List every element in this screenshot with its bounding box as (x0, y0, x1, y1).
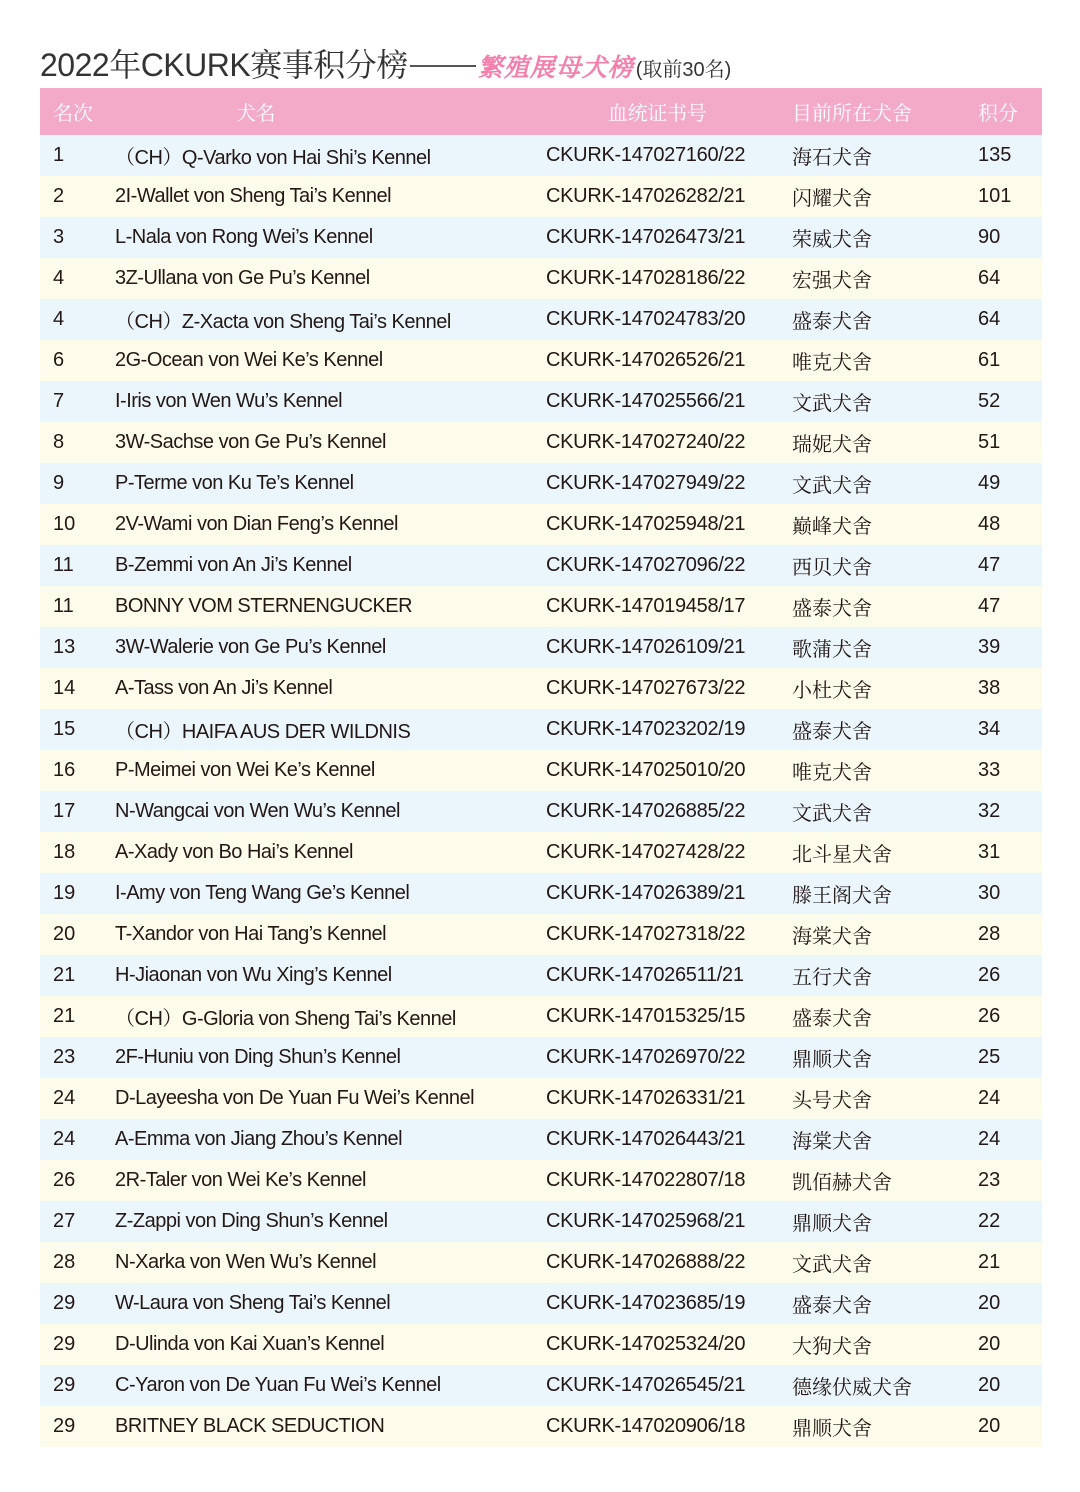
cell-pedigree-number: CKURK-147025324/20 (546, 1333, 746, 1355)
cell-rank: 13 (53, 636, 76, 658)
cell-points: 38 (978, 677, 1001, 699)
table-row (40, 586, 1042, 627)
cell-dog-name: A-Emma von Jiang Zhou’s Kennel (115, 1128, 403, 1150)
table-row (40, 463, 1042, 504)
cell-pedigree-number: CKURK-147023202/19 (546, 718, 746, 740)
table-row (40, 914, 1042, 955)
cell-points: 49 (978, 472, 1001, 494)
cell-kennel: 文武犬舍 (792, 393, 872, 415)
cell-points: 20 (978, 1415, 1001, 1437)
cell-rank: 29 (53, 1292, 76, 1314)
cell-rank: 4 (53, 267, 65, 289)
cell-kennel: 文武犬舍 (792, 803, 872, 825)
cell-pedigree-number: CKURK-147027160/22 (546, 144, 746, 166)
cell-rank: 29 (53, 1415, 76, 1437)
cell-rank: 20 (53, 923, 76, 945)
cell-dog-name: P-Terme von Ku Te’s Kennel (115, 472, 354, 494)
table-row (40, 873, 1042, 914)
cell-rank: 19 (53, 882, 76, 904)
cell-dog-name: 2V-Wami von Dian Feng’s Kennel (115, 513, 398, 535)
table-row (40, 1365, 1042, 1406)
cell-pedigree-number: CKURK-147026282/21 (546, 185, 746, 207)
cell-kennel: 海石犬舍 (792, 147, 872, 169)
cell-dog-name: 3W-Sachse von Ge Pu’s Kennel (115, 431, 386, 453)
cell-pedigree-number: CKURK-147026109/21 (546, 636, 746, 658)
cell-rank: 9 (53, 472, 65, 494)
cell-pedigree-number: CKURK-147026970/22 (546, 1046, 746, 1068)
cell-pedigree-number: CKURK-147015325/15 (546, 1005, 746, 1027)
cell-rank: 21 (53, 1005, 76, 1027)
cell-dog-name: BRITNEY BLACK SEDUCTION (115, 1415, 385, 1437)
cell-kennel: 歌蒲犬舍 (792, 639, 872, 661)
cell-points: 64 (978, 267, 1001, 289)
cell-rank: 11 (53, 595, 74, 617)
table-row (40, 135, 1042, 176)
column-header-dog-name: 犬名 (236, 103, 275, 125)
cell-points: 135 (978, 144, 1012, 166)
table-row (40, 627, 1042, 668)
table-row (40, 1201, 1042, 1242)
cell-rank: 4 (53, 308, 65, 330)
cell-dog-name: N-Wangcai von Wen Wu’s Kennel (115, 800, 400, 822)
cell-pedigree-number: CKURK-147025566/21 (546, 390, 746, 412)
cell-pedigree-number: CKURK-147026331/21 (546, 1087, 746, 1109)
cell-rank: 29 (53, 1374, 76, 1396)
table-row (40, 422, 1042, 463)
cell-rank: 24 (53, 1087, 76, 1109)
table-row (40, 545, 1042, 586)
cell-dog-name: I-Amy von Teng Wang Ge’s Kennel (115, 882, 410, 904)
cell-kennel: 宏强犬舍 (792, 270, 872, 292)
cell-pedigree-number: CKURK-147026545/21 (546, 1374, 746, 1396)
cell-points: 64 (978, 308, 1001, 330)
cell-rank: 8 (53, 431, 65, 453)
cell-pedigree-number: CKURK-147025010/20 (546, 759, 746, 781)
cell-dog-name: 2G-Ocean von Wei Ke’s Kennel (115, 349, 383, 371)
cell-points: 52 (978, 390, 1001, 412)
table-row (40, 340, 1042, 381)
table-row (40, 955, 1042, 996)
cell-points: 20 (978, 1333, 1001, 1355)
cell-pedigree-number: CKURK-147026526/21 (546, 349, 746, 371)
table-row (40, 996, 1042, 1037)
cell-dog-name: Z-Zappi von Ding Shun’s Kennel (115, 1210, 388, 1232)
cell-pedigree-number: CKURK-147023685/19 (546, 1292, 746, 1314)
title-highlight: 繁殖展母犬榜 (477, 54, 634, 82)
cell-kennel: 盛泰犬舍 (792, 1295, 872, 1317)
cell-points: 39 (978, 636, 1001, 658)
cell-pedigree-number: CKURK-147026888/22 (546, 1251, 746, 1273)
title-dash-divider (410, 65, 476, 67)
cell-pedigree-number: CKURK-147026473/21 (546, 226, 746, 248)
table-row (40, 258, 1042, 299)
cell-points: 31 (978, 841, 1001, 863)
cell-kennel: 头号犬舍 (792, 1090, 872, 1112)
table-body (40, 135, 1042, 1447)
table-row (40, 299, 1042, 340)
cell-dog-name: H-Jiaonan von Wu Xing’s Kennel (115, 964, 392, 986)
cell-points: 30 (978, 882, 1001, 904)
cell-kennel: 西贝犬舍 (792, 557, 872, 579)
cell-rank: 2 (53, 185, 65, 207)
table-row (40, 1406, 1042, 1447)
cell-dog-name: N-Xarka von Wen Wu’s Kennel (115, 1251, 377, 1273)
cell-rank: 14 (53, 677, 76, 699)
cell-kennel: 滕王阁犬舍 (792, 885, 892, 907)
cell-rank: 26 (53, 1169, 76, 1191)
table-row (40, 832, 1042, 873)
cell-points: 24 (978, 1087, 1001, 1109)
cell-points: 25 (978, 1046, 1001, 1068)
column-header-kennel: 目前所在犬舍 (792, 103, 912, 125)
cell-pedigree-number: CKURK-147027318/22 (546, 923, 746, 945)
cell-rank: 17 (53, 800, 76, 822)
cell-kennel: 盛泰犬舍 (792, 721, 872, 743)
cell-dog-name: （CH）Z-Xacta von Sheng Tai’s Kennel (115, 311, 451, 333)
cell-pedigree-number: CKURK-147025948/21 (546, 513, 746, 535)
cell-kennel: 唯克犬舍 (792, 762, 872, 784)
cell-kennel: 盛泰犬舍 (792, 1008, 872, 1030)
cell-points: 47 (978, 554, 1001, 576)
table-row (40, 709, 1042, 750)
cell-points: 33 (978, 759, 1001, 781)
cell-pedigree-number: CKURK-147020906/18 (546, 1415, 746, 1437)
title-main: 2022年CKURK赛事积分榜 (40, 47, 408, 83)
table-header (40, 88, 1042, 135)
cell-dog-name: （CH）G-Gloria von Sheng Tai’s Kennel (115, 1008, 456, 1030)
table-row (40, 1324, 1042, 1365)
cell-kennel: 小杜犬舍 (792, 680, 872, 702)
column-header-pedigree-number: 血统证书号 (608, 103, 707, 125)
cell-kennel: 唯克犬舍 (792, 352, 872, 374)
cell-kennel: 海棠犬舍 (792, 1131, 872, 1153)
cell-kennel: 巅峰犬舍 (792, 516, 872, 538)
cell-dog-name: 2R-Taler von Wei Ke’s Kennel (115, 1169, 366, 1191)
cell-kennel: 鼎顺犬舍 (792, 1213, 872, 1235)
table-row (40, 176, 1042, 217)
cell-rank: 6 (53, 349, 65, 371)
cell-dog-name: 3Z-Ullana von Ge Pu’s Kennel (115, 267, 370, 289)
cell-dog-name: C-Yaron von De Yuan Fu Wei’s Kennel (115, 1374, 441, 1396)
cell-pedigree-number: CKURK-147026389/21 (546, 882, 746, 904)
cell-points: 51 (978, 431, 1001, 453)
cell-kennel: 德缘伏威犬舍 (792, 1377, 912, 1399)
cell-dog-name: A-Tass von An Ji’s Kennel (115, 677, 333, 699)
cell-dog-name: BONNY VOM STERNENGUCKER (115, 595, 413, 617)
cell-points: 24 (978, 1128, 1001, 1150)
cell-kennel: 五行犬舍 (792, 967, 872, 989)
column-header-points: 积分 (978, 103, 1018, 125)
cell-dog-name: A-Xady von Bo Hai’s Kennel (115, 841, 353, 863)
cell-kennel: 瑞妮犬舍 (792, 434, 872, 456)
cell-pedigree-number: CKURK-147022807/18 (546, 1169, 746, 1191)
cell-points: 22 (978, 1210, 1001, 1232)
table-row (40, 668, 1042, 709)
cell-points: 61 (978, 349, 1001, 371)
cell-points: 26 (978, 1005, 1001, 1027)
cell-points: 23 (978, 1169, 1001, 1191)
table-row (40, 1119, 1042, 1160)
cell-kennel: 凯佰赫犬舍 (792, 1172, 892, 1194)
cell-dog-name: D-Ulinda von Kai Xuan’s Kennel (115, 1333, 385, 1355)
cell-dog-name: 3W-Walerie von Ge Pu’s Kennel (115, 636, 386, 658)
table-row (40, 1283, 1042, 1324)
cell-dog-name: 2I-Wallet von Sheng Tai’s Kennel (115, 185, 392, 207)
cell-pedigree-number: CKURK-147024783/20 (546, 308, 746, 330)
cell-rank: 29 (53, 1333, 76, 1355)
cell-kennel: 文武犬舍 (792, 1254, 872, 1276)
cell-rank: 21 (53, 964, 76, 986)
cell-rank: 28 (53, 1251, 76, 1273)
cell-pedigree-number: CKURK-147026443/21 (546, 1128, 746, 1150)
table-row (40, 1160, 1042, 1201)
table-row (40, 1078, 1042, 1119)
cell-dog-name: 2F-Huniu von Ding Shun’s Kennel (115, 1046, 401, 1068)
title-note: (取前30名) (635, 59, 732, 81)
cell-points: 48 (978, 513, 1001, 535)
cell-pedigree-number: CKURK-147027949/22 (546, 472, 746, 494)
cell-rank: 7 (53, 390, 65, 412)
cell-kennel: 文武犬舍 (792, 475, 872, 497)
cell-points: 26 (978, 964, 1001, 986)
cell-rank: 3 (53, 226, 65, 248)
cell-kennel: 大狗犬舍 (792, 1336, 872, 1358)
ranking-table (40, 88, 1042, 1447)
page-title (40, 40, 731, 90)
cell-points: 90 (978, 226, 1001, 248)
cell-rank: 11 (53, 554, 74, 576)
cell-points: 101 (978, 185, 1012, 207)
cell-pedigree-number: CKURK-147019458/17 (546, 595, 746, 617)
cell-dog-name: L-Nala von Rong Wei’s Kennel (115, 226, 373, 248)
cell-kennel: 闪耀犬舍 (792, 188, 872, 210)
cell-pedigree-number: CKURK-147027673/22 (546, 677, 746, 699)
cell-pedigree-number: CKURK-147027096/22 (546, 554, 746, 576)
cell-dog-name: B-Zemmi von An Ji’s Kennel (115, 554, 352, 576)
table-row (40, 1242, 1042, 1283)
column-header-rank: 名次 (53, 103, 93, 125)
cell-kennel: 荣威犬舍 (792, 229, 872, 251)
cell-dog-name: （CH）HAIFA AUS DER WILDNIS (115, 721, 411, 743)
cell-points: 34 (978, 718, 1001, 740)
table-row (40, 791, 1042, 832)
cell-rank: 10 (53, 513, 76, 535)
cell-kennel: 海棠犬舍 (792, 926, 872, 948)
cell-pedigree-number: CKURK-147027428/22 (546, 841, 746, 863)
cell-points: 20 (978, 1292, 1001, 1314)
cell-pedigree-number: CKURK-147028186/22 (546, 267, 746, 289)
cell-points: 47 (978, 595, 1001, 617)
cell-rank: 27 (53, 1210, 76, 1232)
cell-pedigree-number: CKURK-147027240/22 (546, 431, 746, 453)
cell-dog-name: （CH）Q-Varko von Hai Shi’s Kennel (115, 147, 431, 169)
table-row (40, 381, 1042, 422)
cell-dog-name: W-Laura von Sheng Tai’s Kennel (115, 1292, 391, 1314)
cell-rank: 18 (53, 841, 76, 863)
cell-points: 28 (978, 923, 1001, 945)
cell-dog-name: P-Meimei von Wei Ke’s Kennel (115, 759, 375, 781)
table-row (40, 504, 1042, 545)
cell-kennel: 盛泰犬舍 (792, 598, 872, 620)
cell-rank: 24 (53, 1128, 76, 1150)
cell-points: 32 (978, 800, 1001, 822)
cell-pedigree-number: CKURK-147026511/21 (546, 964, 744, 986)
cell-dog-name: D-Layeesha von De Yuan Fu Wei’s Kennel (115, 1087, 475, 1109)
cell-rank: 16 (53, 759, 76, 781)
cell-rank: 15 (53, 718, 76, 740)
table-row (40, 750, 1042, 791)
cell-rank: 1 (53, 144, 65, 166)
cell-dog-name: T-Xandor von Hai Tang’s Kennel (115, 923, 387, 945)
cell-rank: 23 (53, 1046, 76, 1068)
cell-kennel: 鼎顺犬舍 (792, 1049, 872, 1071)
table-row (40, 1037, 1042, 1078)
table-row (40, 217, 1042, 258)
cell-pedigree-number: CKURK-147026885/22 (546, 800, 746, 822)
cell-kennel: 鼎顺犬舍 (792, 1418, 872, 1440)
cell-dog-name: I-Iris von Wen Wu’s Kennel (115, 390, 343, 412)
cell-kennel: 北斗星犬舍 (792, 844, 892, 866)
cell-points: 21 (978, 1251, 1001, 1273)
cell-kennel: 盛泰犬舍 (792, 311, 872, 333)
cell-points: 20 (978, 1374, 1001, 1396)
cell-pedigree-number: CKURK-147025968/21 (546, 1210, 746, 1232)
